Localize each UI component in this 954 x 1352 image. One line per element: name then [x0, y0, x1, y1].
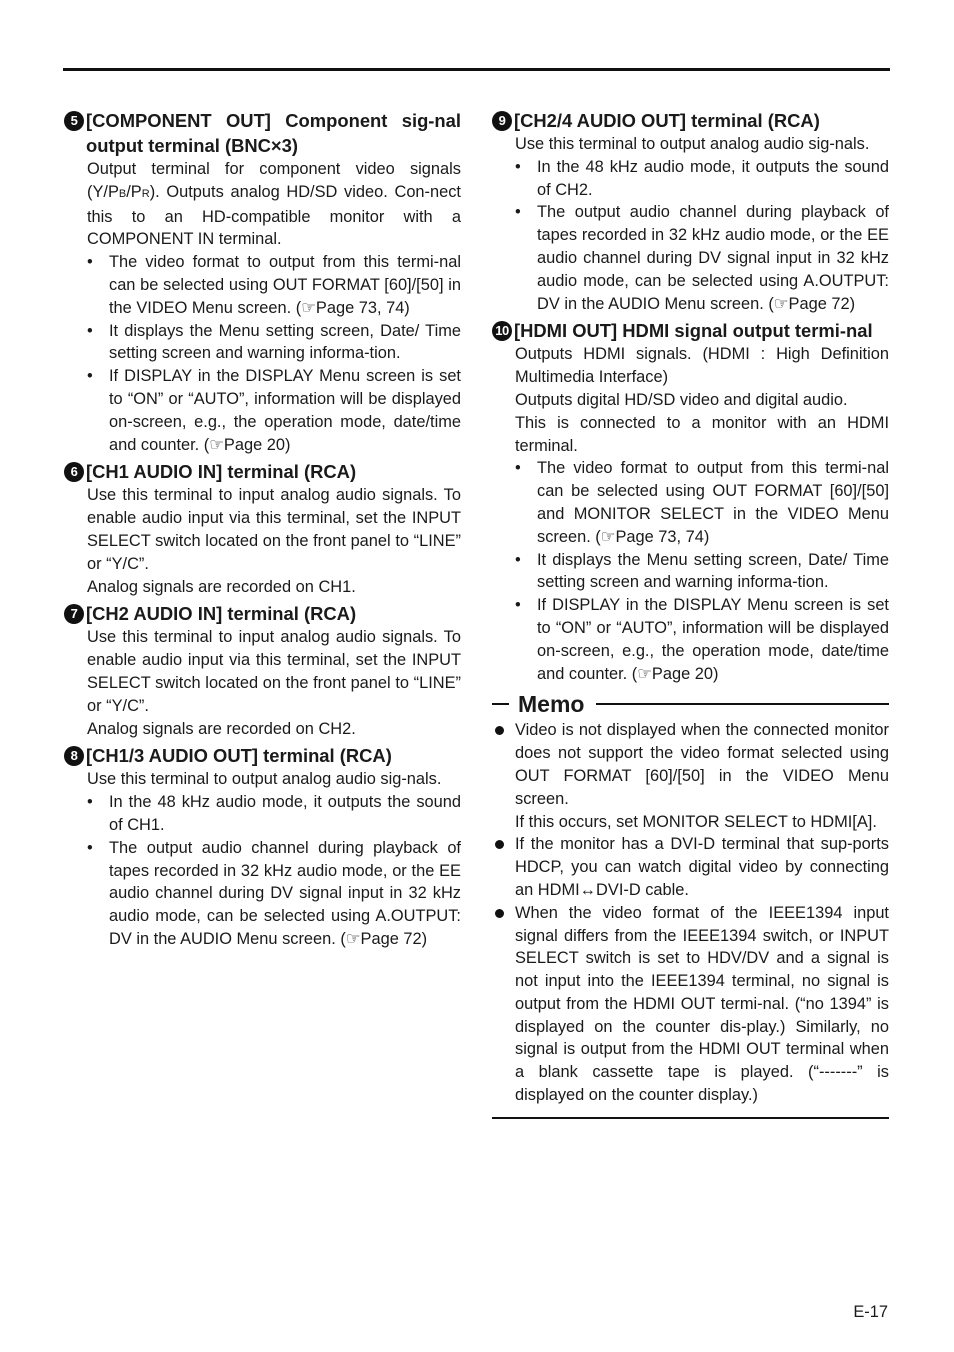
- paragraph: Analog signals are recorded on CH1.: [87, 577, 356, 596]
- memo-box: [492, 689, 889, 1119]
- bullet-item: • The video format to output from this termi-nal can be selected using OUT FORMAT [60]/[50] and MONITOR SELECT in the VIDEO Menu screen. (☞Page 73, 74): [515, 459, 889, 546]
- section-intro: Output terminal for component video signals (Y/PB/PR). Outputs analog HD/SD video. Con-nect this to an HD-compatible monitor with a COMPONENT IN terminal.: [87, 160, 461, 249]
- paragraph: Use this terminal to output analog audio sig-nals.: [87, 770, 442, 789]
- section-title: [CH2/4 AUDIO OUT] terminal (RCA): [514, 110, 820, 131]
- bullet-item: • If DISPLAY in the DISPLAY Menu screen is set to “ON” or “AUTO”, information will be displayed on-screen, e.g., the operation mode, date/time and counter. (☞Page 20): [515, 596, 889, 683]
- section-body: [87, 158, 461, 456]
- right-column: [492, 108, 889, 1119]
- section-heading: [64, 108, 461, 158]
- section-number-badge: 10: [492, 321, 512, 341]
- section-ch2-audio-in: [64, 601, 461, 740]
- paragraph: Use this terminal to output analog audio sig-nals.: [515, 135, 870, 153]
- section-body: [87, 768, 461, 950]
- left-column: [64, 108, 461, 954]
- section-body: [515, 133, 889, 315]
- memo-dash: [492, 703, 509, 705]
- section-number-badge: 8: [64, 746, 84, 766]
- memo-item: Video is not displayed when the connected monitor does not support the video format selected using OUT FORMAT [60]/[50] in the VIDEO Menu screen. If this occurs, set MONITOR SELECT to HDMI[A].: [492, 719, 889, 833]
- section-heading: [64, 601, 461, 626]
- section-body: [87, 626, 461, 740]
- section-title: [COMPONENT OUT] Component sig-nal output terminal (BNC×3): [86, 110, 461, 156]
- section-heading: [64, 459, 461, 484]
- page-number: E-17: [853, 1303, 888, 1321]
- paragraph: Use this terminal to input analog audio signals. To enable audio input via this terminal, set the INPUT SELECT switch located on the front panel to “LINE” or “Y/C”.: [87, 486, 461, 573]
- section-number-badge: 6: [64, 462, 84, 482]
- bullet-item: • It displays the Menu setting screen, Date/ Time setting screen and warning informa-tion.: [87, 321, 461, 363]
- section-heading: [492, 318, 889, 343]
- section-title: [CH1 AUDIO IN] terminal (RCA): [86, 461, 357, 483]
- paragraph: Use this terminal to input analog audio signals. To enable audio input via this terminal, set the INPUT SELECT switch located on the front panel to “LINE” or “Y/C”.: [87, 628, 461, 715]
- bullet-item: • In the 48 kHz audio mode, it outputs the sound of CH2.: [515, 157, 889, 199]
- bullet-dot-icon: [492, 902, 515, 1107]
- top-rule: [63, 68, 890, 71]
- section-heading: [492, 108, 889, 133]
- bullet-item: • The output audio channel during playback of tapes recorded in 32 kHz audio mode, or the EE audio channel during DV signal input in 32 kHz audio mode, can be selected using A.OUTPUT: DV in the AUDIO Menu screen. (☞Page 72): [515, 203, 889, 313]
- memo-header: [492, 689, 889, 719]
- section-number-badge: 9: [492, 111, 512, 131]
- memo-rule: [596, 703, 889, 705]
- section-body: [515, 343, 889, 685]
- bullet-item: • In the 48 kHz audio mode, it outputs the sound of CH1.: [87, 793, 461, 834]
- bullet-item: • The video format to output from this termi-nal can be selected using OUT FORMAT [60]/[50] in the VIDEO Menu screen. (☞Page 73, 74): [87, 253, 461, 317]
- section-heading: [64, 743, 461, 768]
- section-number-badge: 5: [64, 111, 84, 131]
- section-ch1-audio-in: [64, 459, 461, 598]
- bullet-dot-icon: [492, 833, 515, 901]
- memo-item: If the monitor has a DVI-D terminal that sup-ports HDCP, you can watch digital video by connecting an HDMI↔DVI-D cable.: [492, 833, 889, 901]
- memo-bottom-rule: [492, 1117, 889, 1119]
- section-number-badge: 7: [64, 604, 84, 624]
- bullet-item: • The output audio channel during playback of tapes recorded in 32 kHz audio mode, or the EE audio channel during DV signal input in 32 kHz audio mode, can be selected using A.OUTPUT: DV in the AUDIO Menu screen. (☞Page 72): [87, 838, 461, 948]
- section-title: [CH1/3 AUDIO OUT] terminal (RCA): [86, 745, 392, 767]
- bullet-item: • It displays the Menu setting screen, Date/ Time setting screen and warning informa-tion.: [515, 550, 889, 592]
- memo-item: When the video format of the IEEE1394 input signal differs from the IEEE1394 switch, or INPUT SELECT switch is set to HDV/DV and a signal is not input into the IEEE1394 terminal, no signal is output from the HDMI OUT termi-nal. (“no 1394” is displayed on the counter dis-play.) Similarly, no signal is output from the HDMI OUT terminal when a blank cassette tape is played. (“-------” is displayed on the counter display.): [492, 902, 889, 1107]
- section-body: [87, 484, 461, 598]
- section-title: [HDMI OUT] HDMI signal output termi-nal: [514, 320, 873, 342]
- section-title: [CH2 AUDIO IN] terminal (RCA): [86, 603, 357, 625]
- bullet-dot-icon: [492, 719, 515, 833]
- section-ch13-audio-out: [64, 743, 461, 950]
- paragraph: Outputs HDMI signals. (HDMI : High Definition Multimedia Interface): [515, 345, 889, 387]
- section-component-out: [64, 108, 461, 456]
- memo-title: Memo: [518, 690, 585, 717]
- section-ch24-audio-out: [492, 108, 889, 315]
- paragraph: Analog signals are recorded on CH2.: [87, 719, 356, 738]
- bullet-item: • If DISPLAY in the DISPLAY Menu screen is set to “ON” or “AUTO”, information will be displayed on-screen, e.g., the operation mode, date/time and counter. (☞Page 20): [87, 367, 461, 454]
- section-hdmi-out: [492, 318, 889, 685]
- paragraph: This is connected to a monitor with an HDMI terminal.: [515, 413, 889, 455]
- paragraph: Outputs digital HD/SD video and digital audio.: [515, 390, 848, 409]
